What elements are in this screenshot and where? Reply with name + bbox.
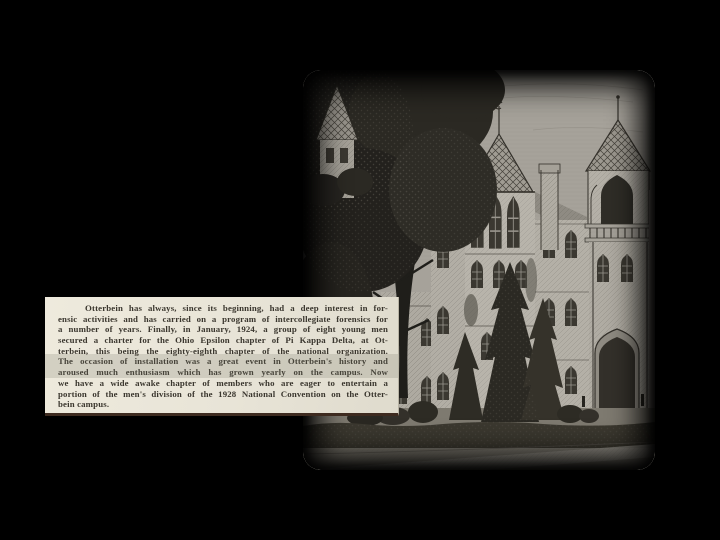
caption-line: Otterbein has always, since its beginning, had a deep interest in for- bbox=[85, 303, 388, 313]
caption-line: portion of the men's division of the 1928 National Convention on the Otter- bbox=[58, 388, 388, 399]
caption-line: bein campus. bbox=[58, 399, 110, 410]
facade-right-sliver bbox=[649, 190, 655, 415]
caption-textbox bbox=[45, 297, 399, 416]
caption-line: we have a wide awake chapter of members who are eager to entertain a bbox=[58, 377, 388, 388]
caption-line: ensic activities and has carried on a program of intercollegiate forensics for bbox=[58, 313, 388, 324]
caption-line: secured a charter for the Ohio Epsilon chapter of Pi Kappa Delta, at Ot- bbox=[58, 335, 388, 346]
caption-line: a number of years. Finally, in January, 1924, a group of eight young men bbox=[58, 324, 388, 335]
caption-line: aroused much enthusiasm which has grown yearly on the campus. Now bbox=[58, 367, 388, 378]
hedge-and-path bbox=[303, 422, 655, 470]
caption-line: The occasion of installation was a great event in Otterbein's history and bbox=[58, 356, 388, 367]
pinnacle-chimney bbox=[539, 164, 560, 250]
caption-line: terbein, this being the eighty-eighth chapter of the national organization. bbox=[58, 345, 388, 356]
